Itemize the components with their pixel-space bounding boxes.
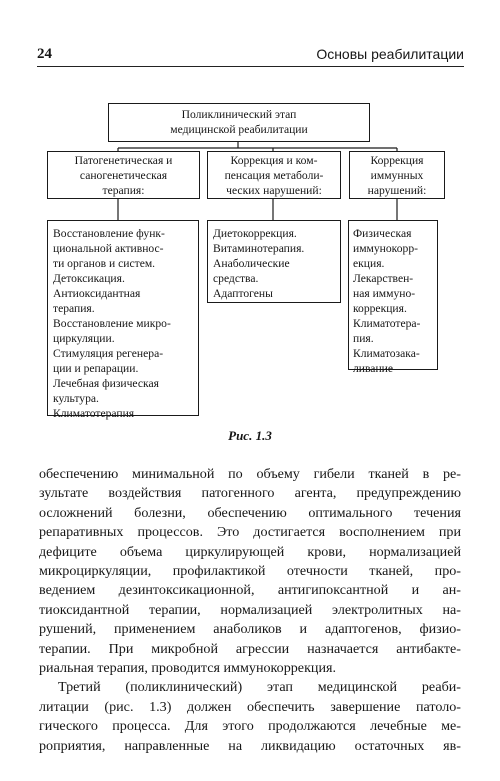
text-line: репаративных процессов. Это достигается восполнением при	[39, 524, 461, 541]
branch-2-heading-line: пенсация метаболи-	[224, 169, 324, 182]
list-item: ная иммуно-	[353, 287, 416, 300]
list-item: Климатозака-	[353, 347, 420, 360]
list-item: культура.	[53, 392, 99, 405]
list-item: Лечебная физическая	[53, 377, 159, 390]
branch-3-heading-line: иммунных	[370, 169, 424, 182]
branch-1-heading-line: Патогенетическая и	[74, 154, 173, 167]
text-line: гического процесса. Для этого продолжаются лечебные ме-	[39, 718, 461, 735]
text-line: дефиците объема циркулирующей крови, нормализацией	[39, 543, 461, 560]
list-item: Анаболические	[213, 257, 290, 270]
text-line: терапии. При микробной агрессии назначается антибакте-	[39, 640, 461, 657]
running-title: Основы реабилитации	[316, 46, 464, 62]
list-item: ции и репарации.	[53, 362, 139, 375]
branch-1-list	[47, 220, 199, 420]
text-line: микроциркуляции, профилактикой отечности тканей, про-	[39, 563, 461, 580]
text-line: тиоксидантной терапии, нормализацией электролитных на-	[39, 601, 461, 618]
branch-3-heading-line: Коррекция	[370, 154, 424, 167]
list-item: Детоксикация.	[53, 272, 125, 285]
root-line-2: медицинской реабилитации	[170, 123, 308, 136]
list-item: иммунокорр-	[353, 242, 418, 255]
list-item: пия.	[353, 332, 374, 345]
list-item: циональной активнос-	[53, 242, 164, 255]
list-item: Климатотера-	[353, 317, 421, 330]
branch-1-heading	[47, 151, 200, 199]
list-item: коррекция.	[353, 302, 407, 315]
list-item: циркуляции.	[53, 332, 115, 345]
branch-3-heading	[349, 151, 445, 199]
branch-2-heading	[207, 151, 341, 199]
body-text	[39, 465, 461, 756]
list-item: Восстановление микро-	[53, 317, 171, 330]
list-item: Витаминотерапия.	[213, 242, 305, 255]
list-item: Лекарствен-	[353, 272, 414, 285]
list-item: Антиоксидантная	[53, 287, 141, 300]
text-line: обеспечению минимальной по объему гибели тканей в ре-	[39, 466, 461, 482]
text-line: зультате воздействия патогенного агента, предупреждению	[39, 485, 461, 502]
branch-1-heading-line: терапия:	[102, 184, 145, 197]
branch-2-list	[207, 220, 341, 303]
text-line: осложнений болезни, обеспечению оптимального течения	[39, 504, 461, 521]
list-item: екция.	[353, 257, 385, 270]
branch-2-heading-line: Коррекция и ком-	[230, 154, 318, 167]
list-item: ливание	[353, 362, 394, 375]
branch-1-heading-line: саногенетическая	[79, 169, 168, 182]
text-line: рушений, применением анаболиков и адаптогенов, физио-	[39, 621, 461, 638]
list-item: терапия.	[53, 302, 95, 315]
list-item: Восстановление функ-	[53, 227, 165, 240]
page-number: 24	[37, 46, 52, 62]
branch-3-list	[348, 220, 438, 375]
list-item: Стимуляция регенера-	[53, 347, 164, 360]
text-line: ведением дезинтоксикационной, антигипоксантной и ан-	[39, 582, 461, 599]
root-line-1: Поликлинический этап	[181, 108, 297, 121]
branch-2-heading-line: ческих нарушений:	[226, 184, 322, 197]
list-item: Физическая	[353, 227, 412, 240]
text-line: литации (рис. 1.3) должен обеспечить завершение патоло-	[39, 698, 461, 715]
list-item: Климатотерапия	[53, 407, 135, 420]
list-item: Адаптогены	[213, 287, 273, 300]
figure-caption: Рис. 1.3	[228, 428, 272, 443]
list-item: Диетокоррекция.	[213, 227, 297, 240]
text-line: роприятия, направленные на ликвидацию остаточных яв-	[39, 737, 461, 754]
branch-3-heading-line: нарушений:	[367, 184, 427, 197]
text-line: риальная терапия, проводится иммунокоррекция.	[39, 660, 337, 677]
diagram-root-box	[108, 103, 370, 142]
text-line: Третий (поликлинический) этап медицинской реаби-	[58, 679, 461, 696]
list-item: средства.	[213, 272, 259, 285]
list-item: ти органов и систем.	[53, 257, 156, 270]
